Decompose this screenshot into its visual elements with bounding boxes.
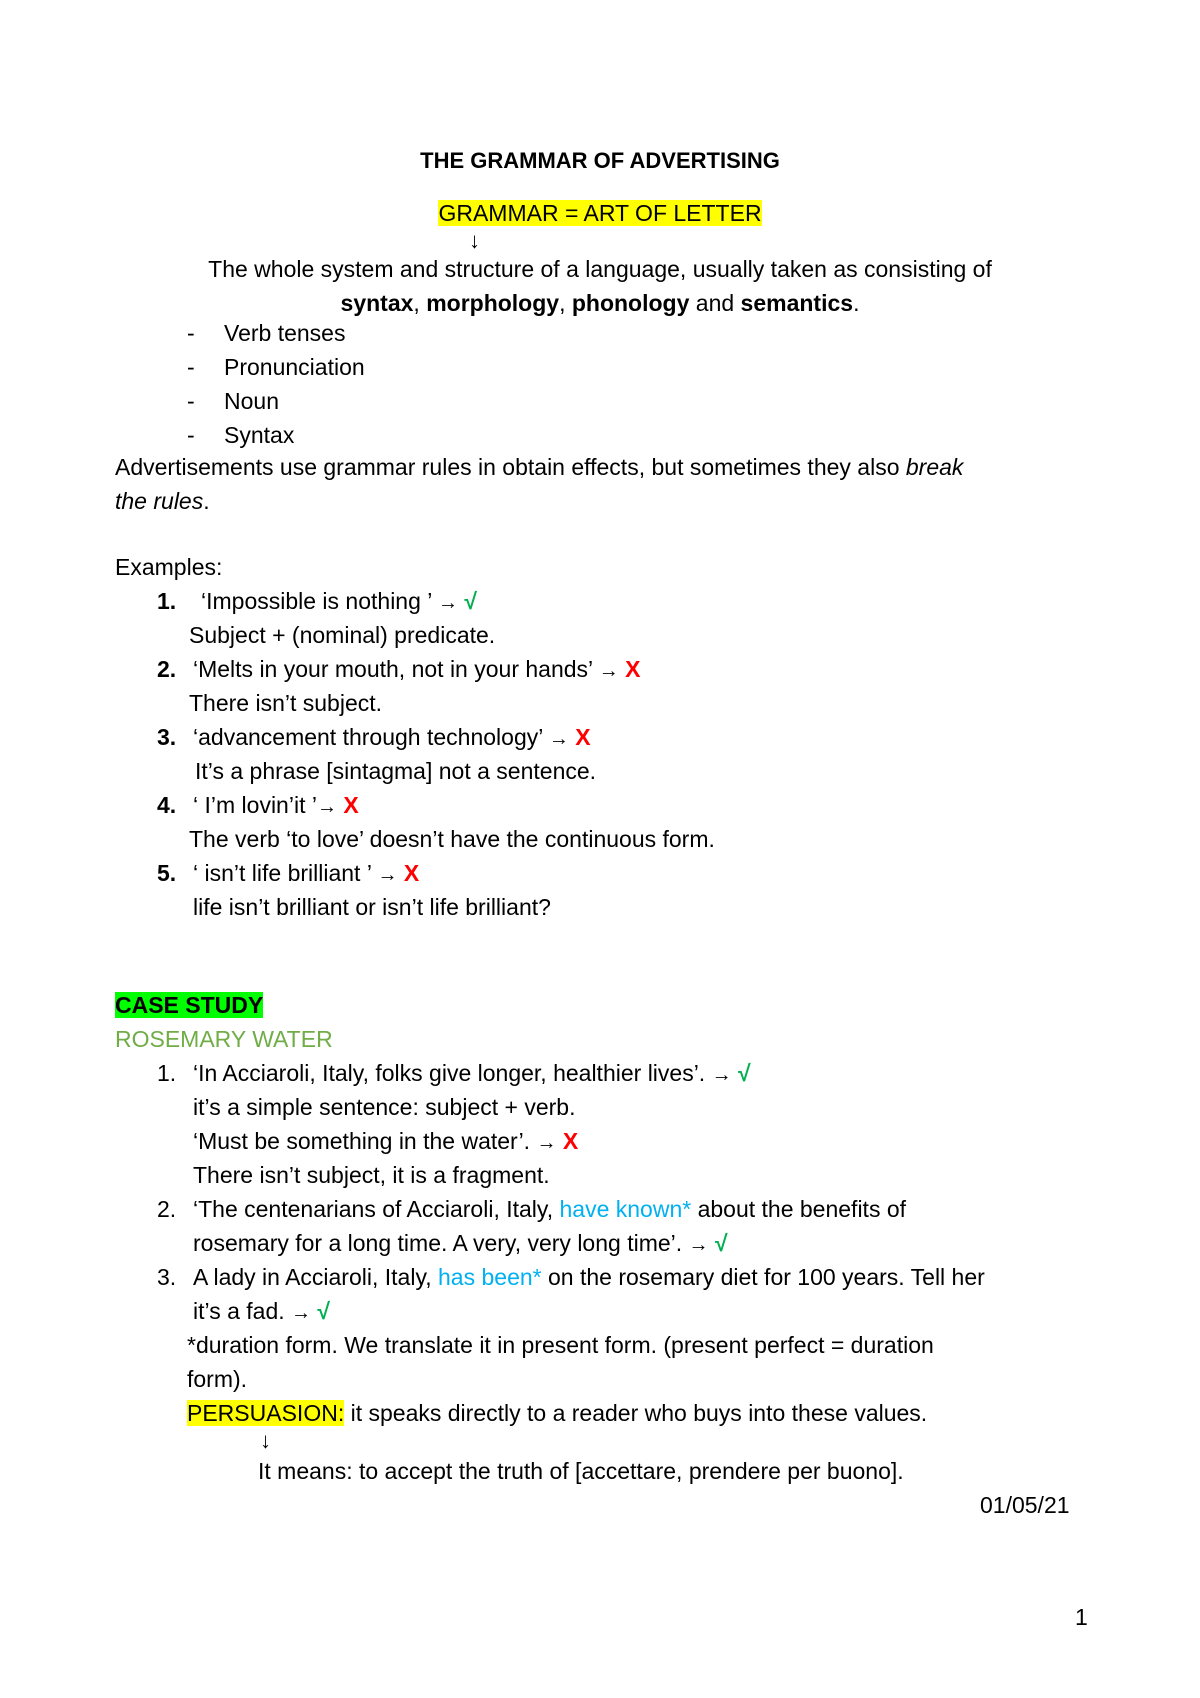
arrow-right-icon: → (316, 796, 337, 818)
page-title: THE GRAMMAR OF ADVERTISING (420, 148, 780, 173)
check-icon: √ (737, 1060, 751, 1086)
term-phonology: phonology (571, 290, 690, 316)
persuasion-line: PERSUASION: it speaks directly to a reader who buys into these values. (187, 1400, 928, 1426)
down-arrow-icon: ↓ (260, 1428, 271, 1453)
arrow-right-icon: → (711, 1064, 732, 1086)
persuasion-label: PERSUASION: (187, 1400, 345, 1426)
date: 01/05/21 (980, 1492, 1070, 1518)
document-page: THE GRAMMAR OF ADVERTISING GRAMMAR = ART OF LETTER ↓ The whole system and structure of a language, usually taken as consisting of syntax, morphology, phonology and semantics. - Verb tenses - Pronunciation - Noun - Syntax Advertisements use grammar rules in obtain effects, but sometimes they also break the rules. Examples: 1. ‘Impossible is nothing ’ → √ Subject + (nominal) predicate. 2. ‘Melts in your mouth, not in your hands’ → X There isn’t subject. 3. ‘advancement through technology’ → X It’s a phrase [sintagma] not a sentence. 4. ‘ I’m lovin’it ’→ X The verb ‘to love’ doesn’t have the continuous form. 5. ‘ isn’t life brilliant ’ → X life isn’t brilliant or isn’t life brilliant? CASE STUDY ROSEMARY WATER 1. ‘In Acciaroli, Italy, folks give longer, healthier lives’. → √ it’s a simple sentence: subject + verb. ‘Must be something in the water’. → X There isn’t subject, it is a fragment. 2. ‘The centenarians of Acciaroli, Italy, have known* about the benefits of rosemary for a long time. A very, very long time’. → √ 3. A lady in Acciaroli, Italy, has been* on the rosemary diet for 100 years. Tell her it’s a fad. → √ *duration form. We translate it in present form. (present perfect = duration form). PERSUASION: it speaks directly to a reader who buys into these values. ↓ It means: to accept the truth of [accettare, prendere per buono]. 01/05/21 1 (0, 0, 1200, 1698)
footnote-line-1: *duration form. We translate it in present form. (present perfect = duration (187, 1332, 934, 1358)
term-syntax: syntax (340, 290, 414, 316)
case-study-label: CASE STUDY (115, 992, 264, 1018)
bullet-dash: - (187, 354, 195, 380)
check-icon: √ (464, 588, 477, 614)
highlight-has-been: has been* (438, 1264, 542, 1290)
definition-line-1: The whole system and structure of a language, usually taken as consisting of (208, 256, 992, 282)
arrow-right-icon: → (536, 1132, 557, 1154)
arrow-right-icon: → (598, 660, 619, 682)
example-note: Subject + (nominal) predicate. (189, 622, 496, 648)
term-semantics: semantics (740, 290, 854, 316)
case-line: it’s a fad. → √ (193, 1298, 331, 1324)
definition-heading-line (0, 198, 1200, 228)
case-note: There isn’t subject, it is a fragment. (193, 1162, 550, 1188)
arrow-right-icon: → (377, 864, 398, 886)
example-note: life isn’t brilliant or isn’t life brilliant? (193, 894, 551, 920)
bullet-dash: - (187, 388, 195, 414)
arrow-right-icon: → (437, 592, 458, 614)
term-morphology: morphology (426, 290, 560, 316)
check-icon: √ (317, 1298, 331, 1324)
case-quote: ‘Must be something in the water’. → X (193, 1128, 579, 1154)
example-note: It’s a phrase [sintagma] not a sentence. (195, 758, 597, 784)
intro-line-1: Advertisements use grammar rules in obtain effects, but sometimes they also break (115, 454, 964, 480)
cross-icon: X (343, 792, 359, 818)
check-icon: √ (714, 1230, 728, 1256)
case-line: rosemary for a long time. A very, very long time’. → √ (193, 1230, 728, 1256)
cross-icon: X (403, 860, 420, 886)
meaning-line: It means: to accept the truth of [accettare, prendere per buono]. (258, 1458, 904, 1484)
definition-heading: GRAMMAR = ART OF LETTER (438, 200, 762, 226)
definition-line-2: syntax, morphology, phonology and semantics. (340, 290, 860, 316)
case-study-label-line (115, 990, 263, 1020)
down-arrow-icon: ↓ (469, 228, 480, 253)
arrow-right-icon: → (688, 1234, 709, 1256)
example-note: The verb ‘to love’ doesn’t have the continuous form. (189, 826, 715, 852)
arrow-right-icon: → (291, 1302, 312, 1324)
case-study-subtitle: ROSEMARY WATER (115, 1026, 333, 1052)
highlight-have-known: have known* (559, 1196, 692, 1222)
example-note: There isn’t subject. (189, 690, 383, 716)
bullet-dash: - (187, 320, 195, 346)
page-number: 1 (1075, 1604, 1088, 1630)
case-note: it’s a simple sentence: subject + verb. (193, 1094, 576, 1120)
intro-line-2: the rules. (115, 488, 210, 514)
cross-icon: X (575, 724, 591, 750)
cross-icon: X (625, 656, 641, 682)
examples-label: Examples: (115, 554, 223, 580)
arrow-right-icon: → (548, 728, 569, 750)
cross-icon: X (562, 1128, 579, 1154)
footnote-line-2: form). (187, 1366, 248, 1392)
bullet-dash: - (187, 422, 195, 448)
